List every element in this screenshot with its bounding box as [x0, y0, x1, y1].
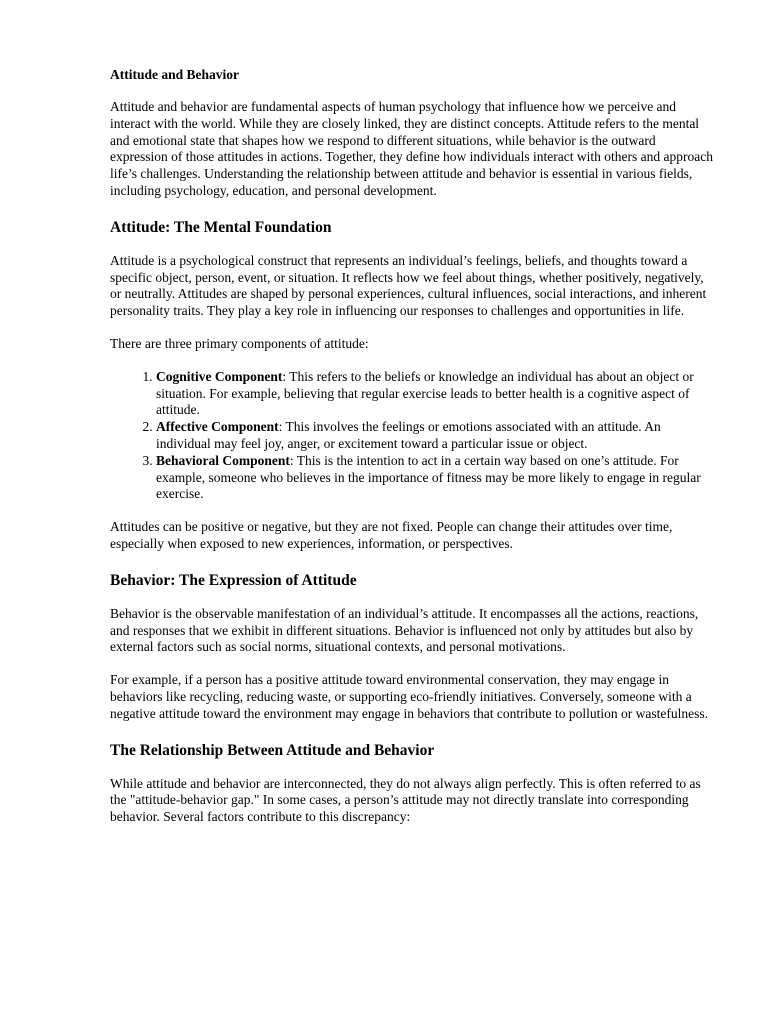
intro-paragraph: Attitude and behavior are fundamental aspects of human psychology that influence how we perceive and interact with the world. While they are closely linked, they are distinct concepts. Attitude refers to the mental and emotional state that shapes how we respond to different situations, while behavior is the outward expression of those attitudes in actions. Together, they define how individuals interact with others and approach life’s challenges. Understanding the relationship between attitude and behavior is essential in various fields, including psychology, education, and personal development. [110, 99, 713, 198]
section-heading-relationship: The Relationship Between Attitude and Behavior [110, 741, 435, 759]
component-term: Affective Component [156, 419, 279, 435]
attitude-paragraph-1: Attitude is a psychological construct that represents an individual’s feelings, beliefs, and thoughts toward a specific object, person, event, or situation. It reflects how we feel about things, whether positively, negatively, or neutrally. Attitudes are shaped by personal experiences, cultural influences, social interactions, and inherent personality traits. They play a key role in influencing our responses to challenges and opportunities in life. [110, 252, 707, 319]
section-heading-attitude: Attitude: The Mental Foundation [110, 218, 332, 236]
component-term: Behavioral Component [156, 452, 290, 468]
component-text: : This involves the feelings or emotions associated with an attitude. An individual may feel joy, anger, or excitement toward a particular issue or object. [156, 419, 661, 451]
behavior-paragraph-2: For example, if a person has a positive attitude toward environmental conservation, they may engage in behaviors like recycling, reducing waste, or supporting eco-friendly initiatives. Conversely, someone with a negative attitude toward the environment may engage in behaviors that contribute to pollution or wastefulness. [110, 672, 708, 721]
behavior-paragraph-1: Behavior is the observable manifestation of an individual’s attitude. It encompasses all the actions, reactions, and responses that we exhibit in different situations. Behavior is influenced not only by attitudes but also by external factors such as social norms, situational contexts, and personal motivations. [110, 605, 699, 655]
attitude-paragraph-2: There are three primary components of attitude: [110, 335, 369, 351]
attitude-paragraph-3: Attitudes can be positive or negative, but they are not fixed. People can change their attitudes over time, especially when exposed to new experiences, information, or perspectives. [110, 519, 673, 551]
list-item [156, 419, 716, 453]
list-item [156, 453, 716, 503]
section-heading-behavior: Behavior: The Expression of Attitude [110, 571, 357, 589]
list-item [156, 369, 716, 419]
component-text: : This refers to the beliefs or knowledge an individual has about an object or situation. For example, believing that regular exercise leads to better health is a cognitive aspect of attitude. [156, 368, 694, 418]
relationship-paragraph-1: While attitude and behavior are interconnected, they do not always align perfectly. This is often referred to as the "attitude-behavior gap." In some cases, a person’s attitude may not directly translate into corresponding behavior. Several factors contribute to this discrepancy: [110, 775, 701, 825]
component-term: Cognitive Component [156, 368, 283, 384]
document-page [110, 66, 716, 842]
attitude-components-list [110, 369, 716, 503]
document-title: Attitude and Behavior [110, 67, 240, 82]
component-text: : This is the intention to act in a certain way based on one’s attitude. For example, someone who believes in the importance of fitness may be more likely to engage in regular exercise. [156, 452, 701, 502]
